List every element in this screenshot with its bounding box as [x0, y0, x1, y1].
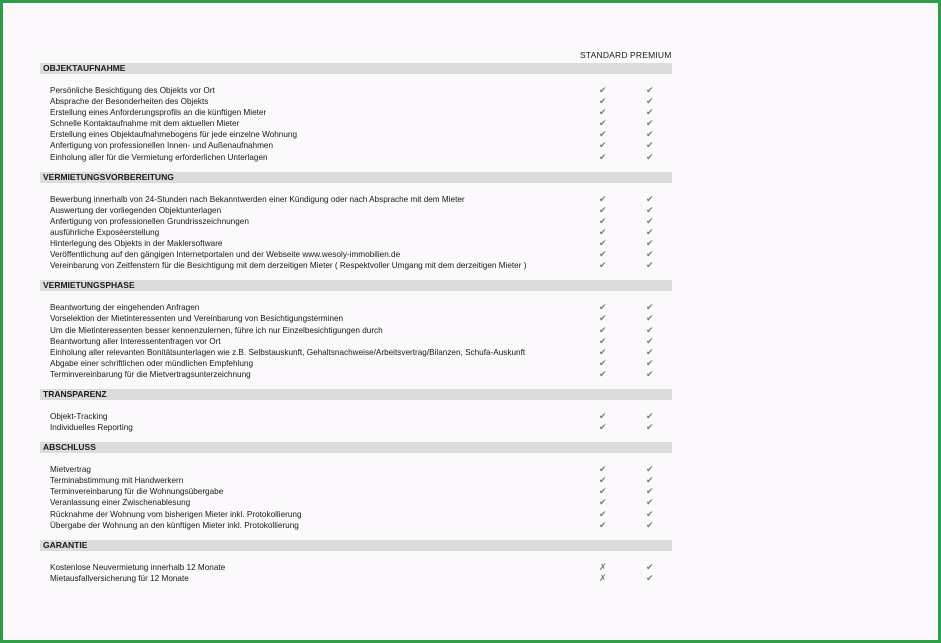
cross-icon: ✗ — [599, 572, 607, 583]
feature-label: Beantwortung aller Interessentenfragen vor Ort — [50, 336, 221, 346]
check-icon: ✔ — [646, 238, 654, 249]
feature-label: Bewerbung innerhalb von 24-Stunden nach Bekanntwerden einer Kündigung oder nach Absprache mit dem Mieter — [50, 194, 465, 204]
table-row — [40, 562, 672, 573]
check-icon: ✔ — [599, 238, 607, 249]
check-icon: ✔ — [599, 151, 607, 162]
check-icon: ✔ — [646, 193, 654, 204]
feature-label: Mietausfallversicherung für 12 Monate — [50, 573, 189, 583]
check-icon: ✔ — [646, 357, 654, 368]
feature-label: Veranlassung einer Zwischenablesung — [50, 498, 191, 508]
feature-label: Vorselektion der Mietinteressenten und Vereinbarung von Besichtigungsterminen — [50, 314, 344, 324]
feature-label: Beantwortung der eingehenden Anfragen — [50, 303, 200, 313]
table-row — [40, 497, 672, 508]
check-icon: ✔ — [646, 129, 654, 140]
section-title: TRANSPARENZ — [40, 389, 672, 400]
check-icon: ✔ — [599, 422, 607, 433]
feature-label: Absprache der Besonderheiten des Objekts — [50, 97, 209, 107]
check-icon: ✔ — [646, 422, 654, 433]
check-icon: ✔ — [646, 572, 654, 583]
feature-label: Persönliche Besichtigung des Objekts vor Ort — [50, 86, 215, 95]
check-icon: ✔ — [599, 96, 607, 107]
check-icon: ✔ — [599, 346, 607, 357]
feature-label: Hinterlegung des Objekts in der Maklersoftware — [50, 239, 223, 249]
section-title: VERMIETUNGSPHASE — [40, 280, 672, 291]
table-row — [40, 227, 672, 238]
feature-label: Individuelles Reporting — [50, 423, 133, 433]
table-row — [40, 107, 672, 118]
feature-label: Terminabstimmung mit Handwerkern — [50, 476, 184, 486]
check-icon: ✔ — [646, 335, 654, 346]
feature-label: Erstellung eines Anforderungsprofils an die künftigen Mieter — [50, 108, 267, 118]
check-icon: ✔ — [646, 497, 654, 508]
check-icon: ✔ — [599, 129, 607, 140]
check-icon: ✔ — [646, 464, 654, 475]
check-icon: ✔ — [599, 410, 607, 421]
check-icon: ✔ — [646, 410, 654, 421]
table-row — [40, 216, 672, 227]
check-icon: ✔ — [646, 249, 654, 260]
check-icon: ✔ — [646, 508, 654, 519]
table-row — [40, 475, 672, 486]
table-row — [40, 302, 672, 313]
table-row — [40, 140, 672, 151]
check-icon: ✔ — [599, 357, 607, 368]
column-headers — [40, 50, 672, 62]
section-vermietungsphase — [40, 280, 672, 380]
section-vermietungsvorbereitung — [40, 172, 672, 272]
check-icon: ✔ — [646, 107, 654, 118]
check-icon: ✔ — [599, 107, 607, 118]
check-icon: ✔ — [646, 118, 654, 129]
check-icon: ✔ — [646, 475, 654, 486]
feature-label: Anfertigung von professionellen Grundrisszeichnungen — [50, 216, 249, 226]
check-icon: ✔ — [599, 85, 607, 95]
check-icon: ✔ — [599, 226, 607, 237]
feature-label: Vereinbarung von Zeitfenstern für die Besichtigung mit dem derzeitigen Mieter ( Respektvoller Umgang mit dem derzeitigen Mieter ) — [50, 261, 527, 271]
table-row — [40, 509, 672, 520]
column-header-standard: STANDARD — [580, 50, 628, 60]
check-icon: ✔ — [646, 486, 654, 497]
table-row — [40, 464, 672, 475]
check-icon: ✔ — [599, 508, 607, 519]
table-row — [40, 411, 672, 422]
feature-label: Mietvertrag — [50, 465, 91, 475]
feature-label: Erstellung eines Objektaufnahmebogens für jede einzelne Wohnung — [50, 130, 298, 140]
feature-label: Terminvereinbarung für die Wohnungsübergabe — [50, 487, 224, 497]
table-row — [40, 573, 672, 584]
cross-icon: ✗ — [599, 561, 607, 572]
table-row — [40, 336, 672, 347]
check-icon: ✔ — [599, 335, 607, 346]
feature-label: ausführliche Exposéerstellung — [50, 227, 160, 237]
check-icon: ✔ — [599, 302, 607, 313]
check-icon: ✔ — [646, 519, 654, 530]
feature-label: Anfertigung von professionellen Innen- und Außenaufnahmen — [50, 141, 274, 151]
check-icon: ✔ — [646, 313, 654, 324]
table-row — [40, 118, 672, 129]
feature-label: Veröffentlichung auf den gängigen Internetportalen und der Webseite www.wesoly-immobilien.de — [50, 250, 401, 260]
check-icon: ✔ — [599, 486, 607, 497]
feature-label: Einholung aller für die Vermietung erforderlichen Unterlagen — [50, 152, 268, 162]
table-row — [40, 347, 672, 358]
table-row — [40, 260, 672, 271]
section-title: ABSCHLUSS — [40, 442, 672, 453]
check-icon: ✔ — [599, 497, 607, 508]
check-icon: ✔ — [646, 346, 654, 357]
section-title: GARANTIE — [40, 540, 672, 551]
column-header-premium: PREMIUM — [630, 50, 672, 60]
check-icon: ✔ — [646, 368, 654, 379]
check-icon: ✔ — [599, 475, 607, 486]
check-icon: ✔ — [599, 324, 607, 335]
feature-label: Abgabe einer schriftlichen oder mündlichen Empfehlung — [50, 358, 253, 368]
table-row — [40, 325, 672, 336]
table-row — [40, 369, 672, 380]
table-row — [40, 358, 672, 369]
feature-label: Einholung aller relevanten Bonitätsunterlagen wie z.B. Selbstauskunft, Gehaltsnachweise/Arbeitsvertrag/Bilanzen, Schufa-Auskunft — [50, 347, 526, 357]
feature-label: Auswertung der vorliegenden Objektunterlagen — [50, 205, 222, 215]
section-transparenz — [40, 389, 672, 433]
table-row — [40, 313, 672, 324]
feature-label: Objekt-Tracking — [50, 411, 108, 421]
check-icon: ✔ — [646, 302, 654, 313]
table-row — [40, 96, 672, 107]
sections-container — [40, 63, 672, 584]
check-icon: ✔ — [599, 519, 607, 530]
check-icon: ✔ — [599, 118, 607, 129]
check-icon: ✔ — [599, 313, 607, 324]
check-icon: ✔ — [646, 324, 654, 335]
feature-label: Rücknahme der Wohnung vom bisherigen Mieter inkl. Protokollierung — [50, 509, 302, 519]
check-icon: ✔ — [646, 96, 654, 107]
check-icon: ✔ — [599, 140, 607, 151]
check-icon: ✔ — [646, 260, 654, 271]
table-row — [40, 129, 672, 140]
table-row — [40, 238, 672, 249]
table-row — [40, 486, 672, 497]
feature-label: Schnelle Kontaktaufnahme mit dem aktuellen Mieter — [50, 119, 240, 129]
check-icon: ✔ — [646, 226, 654, 237]
section-abschluss — [40, 442, 672, 531]
table-row — [40, 249, 672, 260]
feature-label: Terminvereinbarung für die Mietvertragsunterzeichnung — [50, 369, 251, 379]
check-icon: ✔ — [646, 204, 654, 215]
section-objektaufnahme — [40, 63, 672, 163]
check-icon: ✔ — [646, 151, 654, 162]
table-row — [40, 422, 672, 433]
table-row — [40, 194, 672, 205]
check-icon: ✔ — [599, 193, 607, 204]
feature-label: Um die Mietinteressenten besser kennenzulernen, führe ich nur Einzelbesichtigungen durch — [50, 325, 383, 335]
table-row — [40, 85, 672, 96]
table-row — [40, 205, 672, 216]
check-icon: ✔ — [599, 204, 607, 215]
table-row — [40, 152, 672, 163]
check-icon: ✔ — [646, 561, 654, 572]
section-title: VERMIETUNGSVORBEREITUNG — [40, 172, 672, 183]
table-row — [40, 520, 672, 531]
section-garantie — [40, 540, 672, 584]
comparison-document — [40, 50, 672, 593]
feature-label: Übergabe der Wohnung an den künftigen Mieter inkl. Protokollierung — [50, 520, 299, 530]
check-icon: ✔ — [599, 464, 607, 475]
check-icon: ✔ — [599, 249, 607, 260]
check-icon: ✔ — [646, 85, 654, 95]
check-icon: ✔ — [599, 260, 607, 271]
feature-label: Kostenlose Neuvermietung innerhalb 12 Monate — [50, 562, 226, 572]
check-icon: ✔ — [646, 140, 654, 151]
check-icon: ✔ — [646, 215, 654, 226]
check-icon: ✔ — [599, 215, 607, 226]
check-icon: ✔ — [599, 368, 607, 379]
section-title: OBJEKTAUFNAHME — [40, 63, 672, 74]
